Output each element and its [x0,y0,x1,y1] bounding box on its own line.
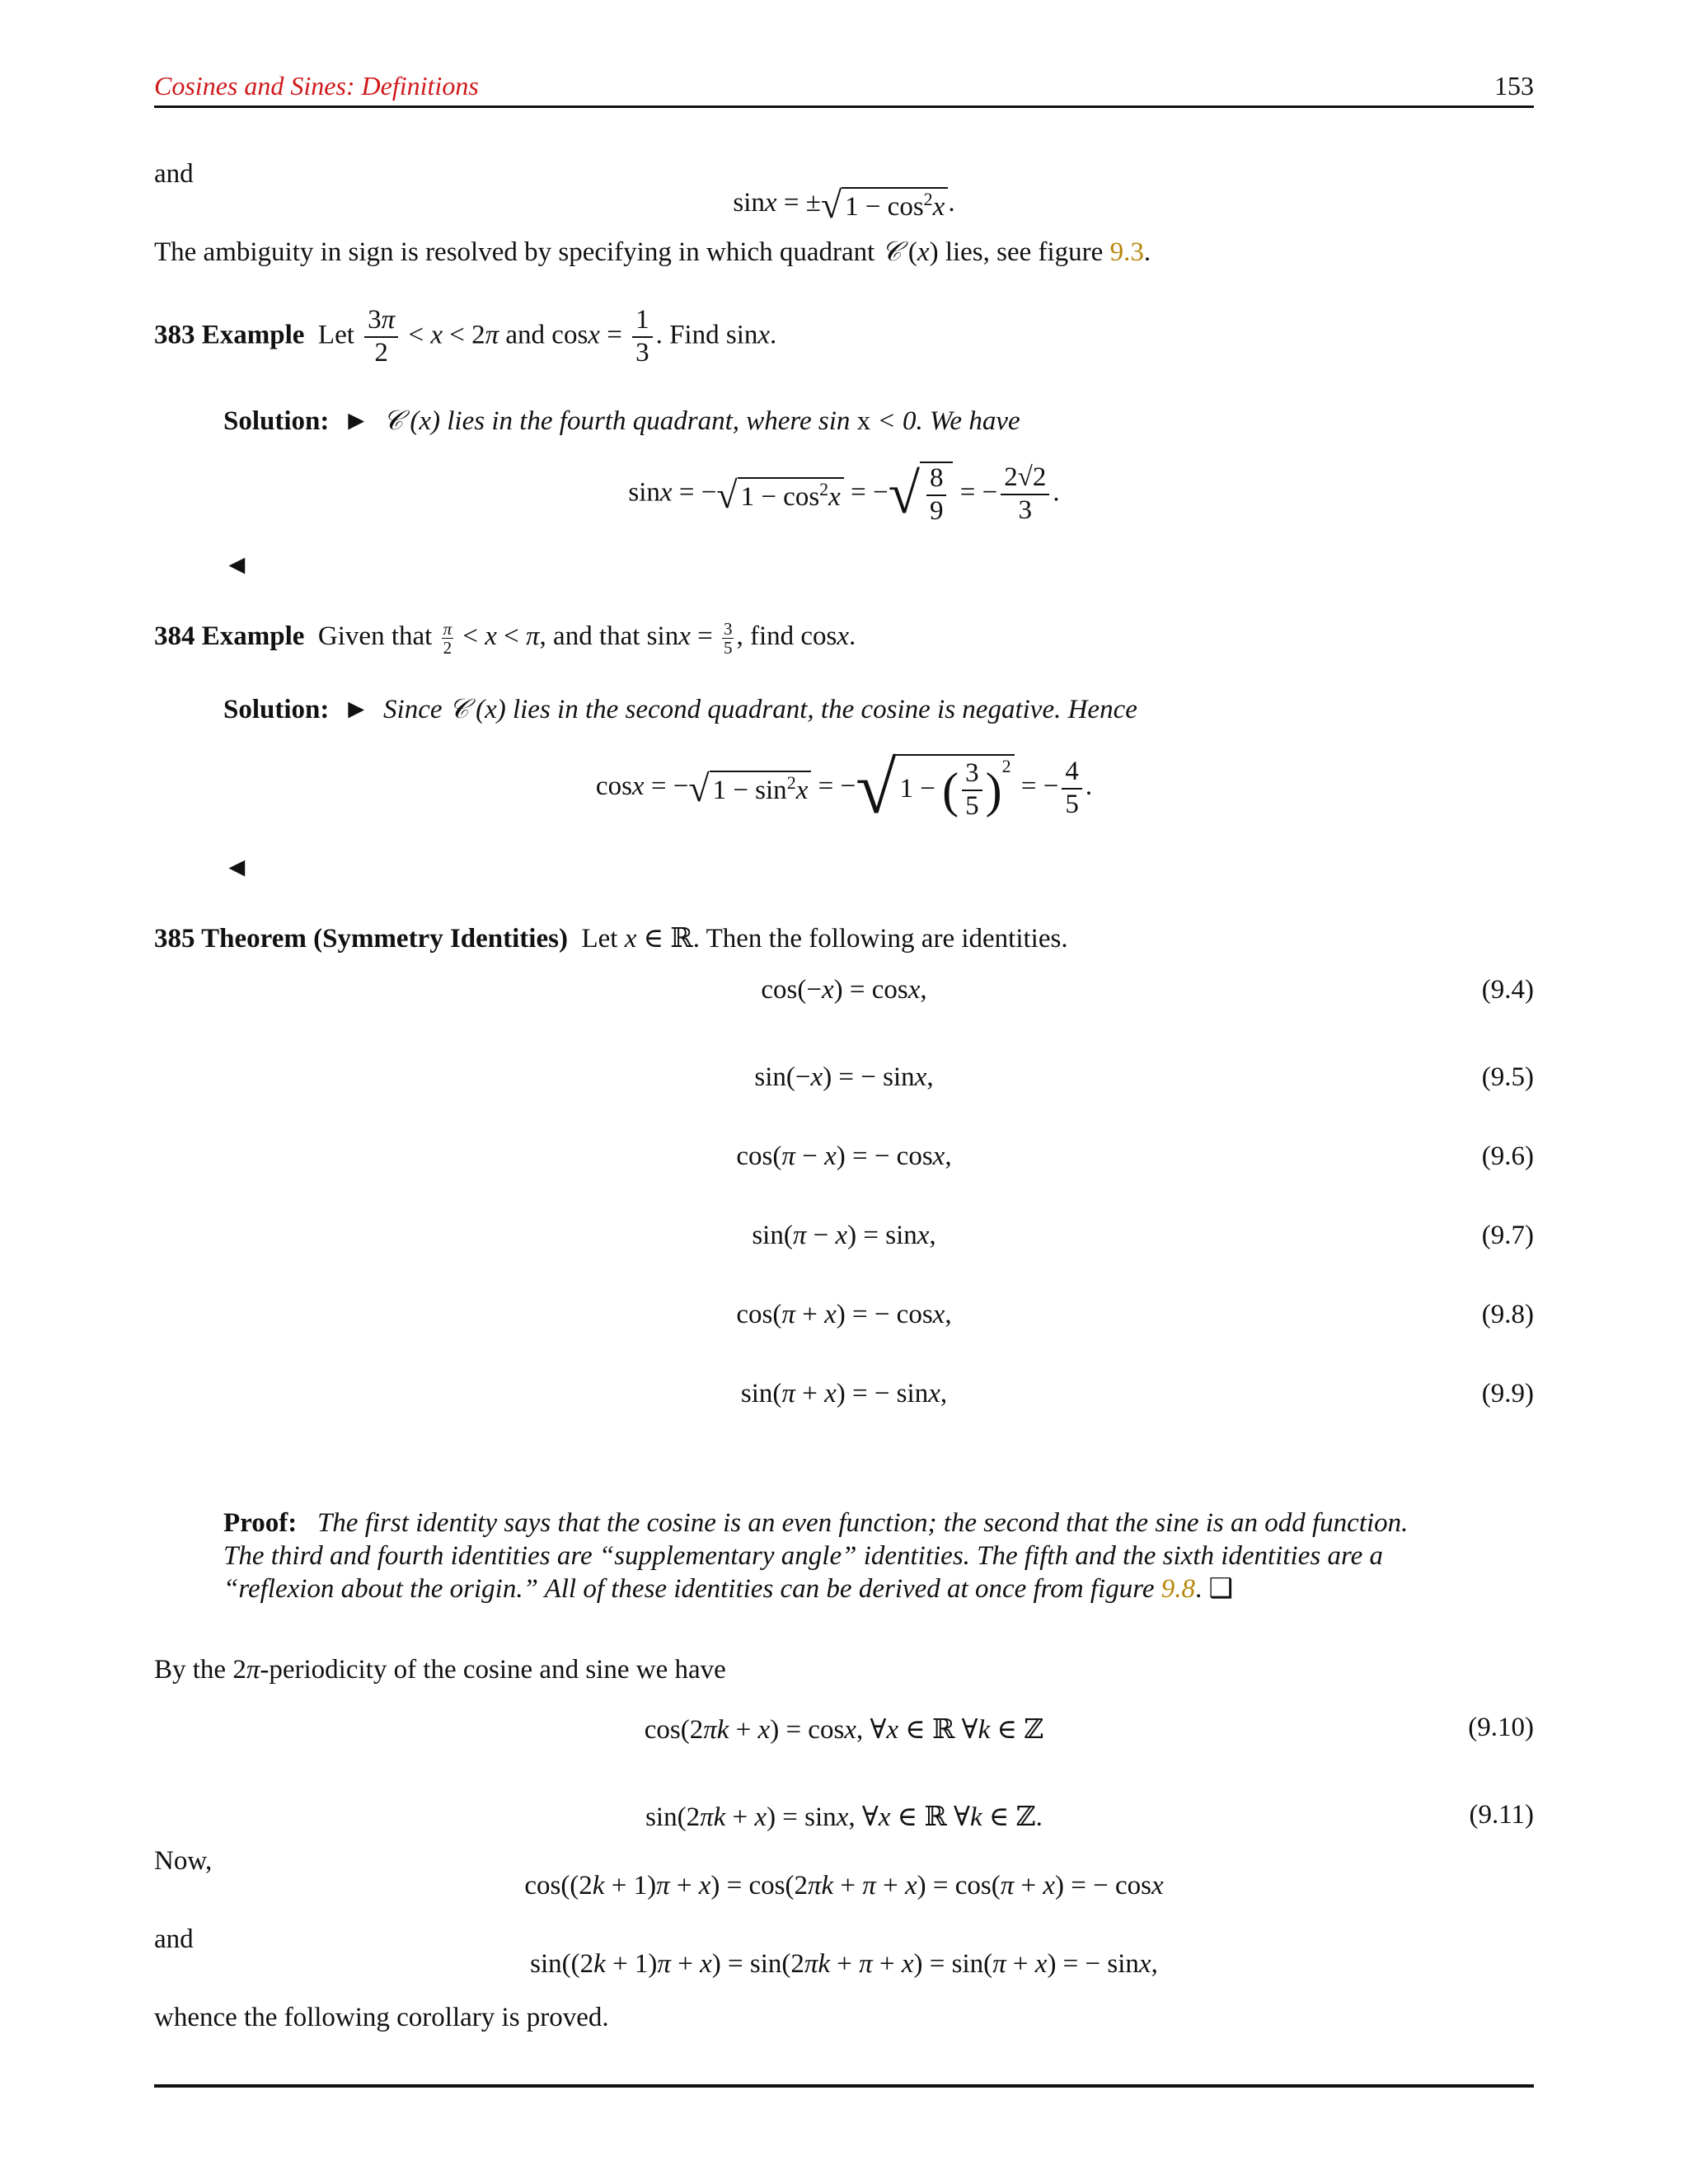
solution-label-383: Solution: [223,406,330,436]
identity-9-10: cos(2πk + x) = cosx, ∀x ∈ ℝ ∀k ∈ ℤ [644,1715,1044,1745]
theorem-385-statement: 385 Theorem (Symmetry Identities) Let x ∈ ℝ. Then the following are identities. [154,924,1068,954]
periodicity-text: -periodicity of the cosine and sine we have [260,1655,726,1685]
equation-number-9-6: (9.6) [1481,1141,1534,1171]
identity-9-7: sin(π − x) = sinx, [752,1221,936,1250]
equation-number-9-9: (9.9) [1481,1379,1534,1408]
example-384-label: 384 Example [154,621,305,652]
equation-cos-odd-multiple: cos((2k + 1)π + x) = cos(2πk + π + x) = cos(π + x) = − cosx [524,1871,1164,1900]
example-383-label: 383 Example [154,320,305,350]
example-383-statement: 383 Example Let $\frac{3\pi}{2}$ < x < 2π and cosx = $\frac{1}{3}$ . Find sinx. [154,305,777,368]
proof-line-3: “reflexion about the origin.” All of these identities can be derived at once from figure [223,1574,1155,1604]
lies-text: lies, see figure [945,237,1104,267]
text-and: and [154,159,194,189]
solution-start-arrow-icon: ► [342,406,370,436]
closing-sentence: whence the following corollary is proved. [154,2003,609,2032]
solution-383-we-have: < 0. We have [877,406,1020,436]
solution-384-text: lies in the second quadrant, the cosine is negative. Hence [512,695,1137,724]
solution-end-arrow-icon-384: ◄ [223,853,251,883]
periodicity-intro: By the 2π-periodicity of the cosine and sine we have [154,1655,726,1685]
identity-9-11: sin(2πk + x) = sinx, ∀x ∈ ℝ ∀k ∈ ℤ. [645,1802,1043,1832]
proof-block: Proof: The first identity says that the cosine is an even function; the second that the sine is an odd function. The third and fourth identities are “supplementary angle” identities. The fifth and the sixth identities are a “reflexion about the origin.” All of these identities can be derived at once from figure 9.8. ❑ [223,1508,1409,1604]
solution-384-since: Since [383,695,443,724]
identity-9-6: cos(π − x) = − cosx, [736,1141,952,1171]
theorem-385-text: Then the following are identities. [706,924,1068,954]
figure-link-9-3[interactable]: 9.3 [1109,237,1144,267]
example-384-solution: Solution: ► Since 𝒞 (x) lies in the second quadrant, the cosine is negative. Hence [223,695,1137,724]
equation-sin-odd-multiple: sin((2k + 1)π + x) = sin(2πk + π + x) = sin(π + x) = − sinx, [530,1949,1158,1979]
proof-line-1: The first identity says that the cosine is an even function; the second that the sine is an odd function. [316,1508,1409,1538]
example-384-find: , find cos [736,621,837,652]
figure-link-9-8[interactable]: 9.8 [1160,1574,1195,1604]
example-384-statement: 384 Example Given that $\frac{\pi}{2}$ < x < π, and that sinx = $\frac{3}{5}$ , find cosx. [154,619,856,658]
qed-box-icon: ❑ [1208,1574,1234,1604]
example-384-and-that: , and that sin [539,621,679,652]
equation-number-9-5: (9.5) [1481,1062,1534,1092]
ambiguity-text: The ambiguity in sign is resolved by specifying in which quadrant [154,237,875,267]
proof-line-2: The third and fourth identities are “supplementary angle” identities. The fifth and the sixth identities are a [223,1541,1383,1571]
periodicity-by-the: By the 2 [154,1655,246,1685]
equation-383-result: sinx = −√ $1 - \cos^2x$ = −√ $\frac{8}{9}$ = − $\frac{2√2}{3}$ . [628,462,1060,526]
paragraph-ambiguity: The ambiguity in sign is resolved by specifying in which quadrant 𝒞 (x) lies, see figure 9.3. [154,237,1151,267]
identity-9-4: cos(−x) = cosx, [761,975,927,1005]
proof-label: Proof: [223,1508,298,1538]
running-header-title: Cosines and Sines: Definitions [154,71,479,101]
text-and-2: and [154,1924,194,1954]
identity-9-8: cos(π + x) = − cosx, [736,1300,952,1329]
text-now: Now, [154,1846,213,1876]
equation-number-9-7: (9.7) [1481,1221,1534,1250]
equation-number-9-8: (9.8) [1481,1300,1534,1329]
page-number: 153 [1494,71,1534,101]
example-384-given: Given that [317,621,433,652]
solution-end-arrow-icon: ◄ [223,551,251,580]
equation-number-9-10: (9.10) [1468,1713,1534,1742]
solution-383-text: lies in the fourth quadrant, where sin [447,406,851,436]
equation-number-9-4: (9.4) [1481,975,1534,1005]
example-383-find: . Find sin [655,320,758,350]
solution-start-arrow-icon-384: ► [342,695,370,724]
example-383-solution: Solution: ► 𝒞 (x) lies in the fourth quadrant, where sin x < 0. We have [223,406,1020,436]
equation-sin-from-cos: sinx = ±√ $1 - \cos^2x$ . [733,184,955,226]
example-383-let: Let [317,320,354,350]
equation-384-result: cosx = −√ $1 - \sin^2x$ = −√ 1 − ( $\frac{3}{5}$ )$^2$ = − $\frac{4}{5}$ . [595,748,1093,829]
equation-number-9-11: (9.11) [1469,1800,1534,1830]
identity-9-9: sin(π + x) = − sinx, [740,1379,948,1408]
header-rule [154,105,1534,108]
solution-label-384: Solution: [223,695,330,724]
theorem-385-label: 385 Theorem (Symmetry Identities) [154,924,568,954]
example-383-and: and cos [505,320,588,350]
footer-rule [154,2084,1534,2088]
identity-9-5: sin(−x) = − sinx, [754,1062,934,1092]
